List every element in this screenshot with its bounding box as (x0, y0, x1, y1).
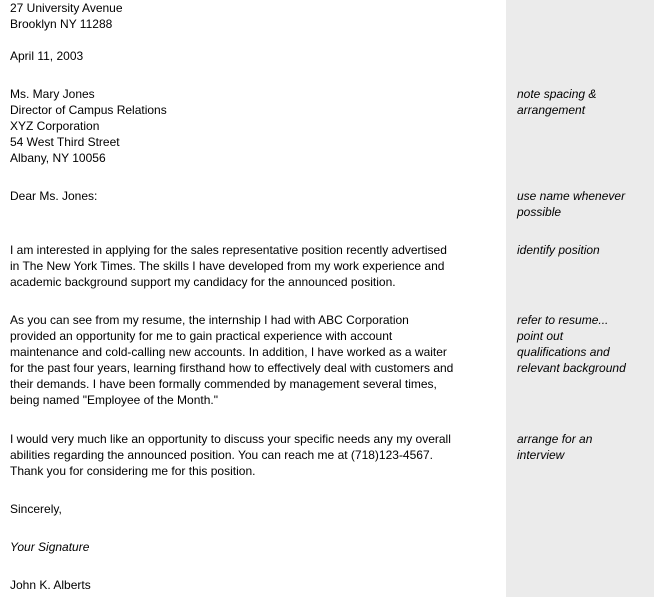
recipient-company: XYZ Corporation (10, 119, 100, 133)
paragraph-line: Thank you for considering me for this position. (10, 464, 256, 478)
note-line: use name whenever (517, 189, 626, 203)
margin-note-spacing (517, 86, 652, 118)
note-line: arrange for an (517, 432, 593, 446)
note-line: possible (517, 205, 562, 219)
salutation-text: Dear Ms. Jones: (10, 189, 98, 203)
date-text: April 11, 2003 (10, 49, 84, 63)
recipient-city-state-zip: Albany, NY 10056 (10, 151, 106, 165)
body-paragraph-1 (10, 242, 500, 290)
margin-note-position (517, 242, 652, 258)
paragraph-line: academic background support my candidacy for the announced position. (10, 275, 396, 289)
note-line: identify position (517, 243, 600, 257)
body-paragraph-2 (10, 312, 500, 408)
margin-note-interview (517, 431, 652, 463)
note-line: note spacing & (517, 87, 597, 101)
sender-city-state-zip: Brooklyn NY 11288 (10, 17, 113, 31)
recipient-title: Director of Campus Relations (10, 103, 167, 117)
note-line: arrangement (517, 103, 586, 117)
note-line: refer to resume... (517, 313, 609, 327)
recipient-address (10, 86, 500, 166)
recipient-name: Ms. Mary Jones (10, 87, 95, 101)
signature-placeholder (10, 539, 500, 555)
sender-name-text: John K. Alberts (10, 578, 91, 592)
recipient-street: 54 West Third Street (10, 135, 120, 149)
note-line: interview (517, 448, 565, 462)
note-line: point out (517, 329, 564, 343)
paragraph-line: I am interested in applying for the sales representative position recently advertised (10, 243, 447, 257)
salutation (10, 188, 500, 204)
note-line: relevant background (517, 361, 626, 375)
paragraph-line: As you can see from my resume, the internship I had with ABC Corporation (10, 313, 409, 327)
paragraph-line: I would very much like an opportunity to discuss your specific needs any my overall (10, 432, 451, 446)
paragraph-line: for the past four years, learning firsthand how to effectively deal with customers and (10, 361, 454, 375)
sender-name (10, 577, 500, 593)
margin-note-resume (517, 312, 652, 376)
closing (10, 501, 500, 517)
paragraph-line: provided an opportunity for me to gain practical experience with account (10, 329, 393, 343)
body-paragraph-3 (10, 431, 500, 479)
paragraph-line: being named "Employee of the Month." (10, 393, 218, 407)
paragraph-line: in The New York Times. The skills I have developed from my work experience and (10, 259, 445, 273)
signature-text: Your Signature (10, 540, 90, 554)
paragraph-line: maintenance and cold-calling new accounts. In addition, I have worked as a waiter (10, 345, 447, 359)
paragraph-line: their demands. I have been formally commended by management several times, (10, 377, 437, 391)
closing-text: Sincerely, (10, 502, 62, 516)
sender-address (10, 0, 500, 32)
paragraph-line: abilities regarding the announced position. You can reach me at (718)123-4567. (10, 448, 433, 462)
letter-date (10, 48, 500, 64)
margin-note-name (517, 188, 652, 220)
sender-street: 27 University Avenue (10, 1, 123, 15)
note-line: qualifications and (517, 345, 610, 359)
